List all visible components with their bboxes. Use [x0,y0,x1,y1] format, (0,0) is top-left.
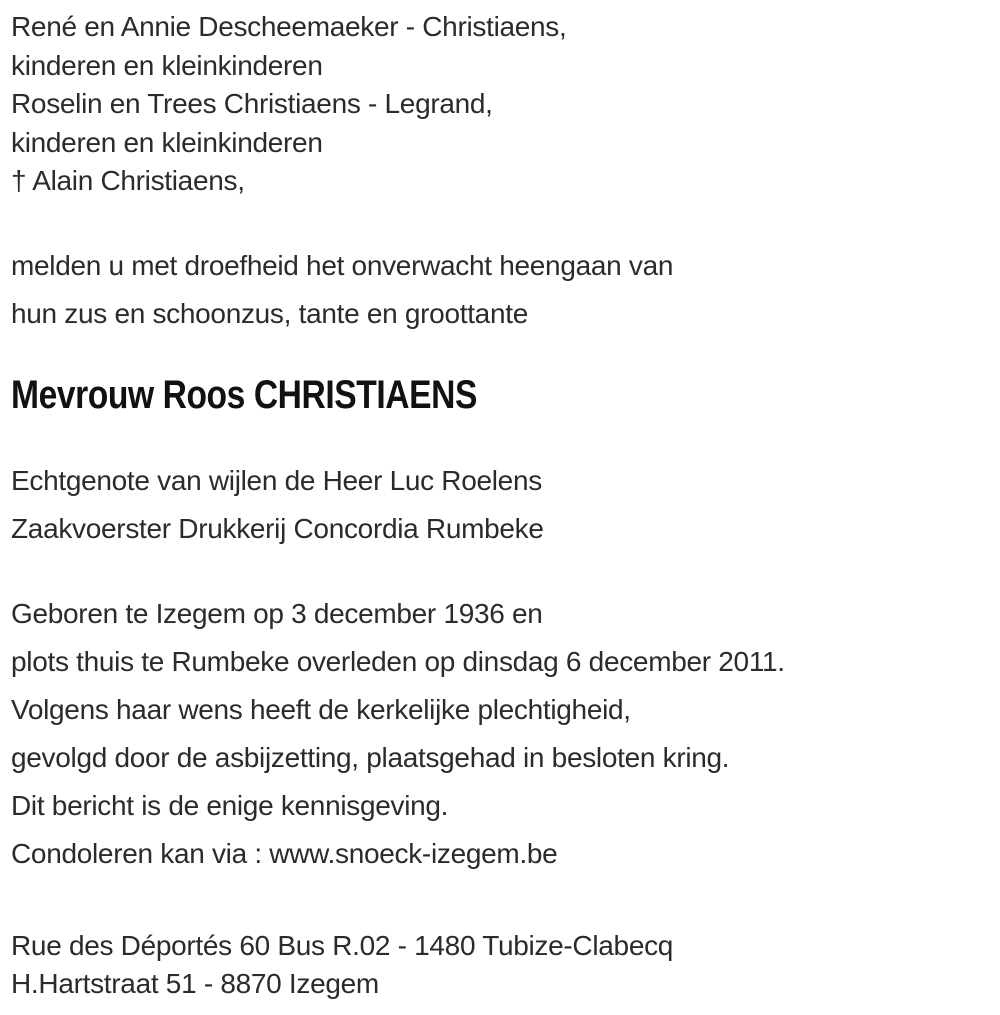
relations-block [11,457,980,553]
relation-line-occupation: Zaakvoerster Drukkerij Concordia Rumbeke [11,512,544,544]
addresses-block [11,927,980,1004]
detail-line-condolence-url: Condoleren kan via : www.snoeck-izegem.be [11,837,558,869]
family-block [11,8,980,201]
family-line-2: kinderen en kleinkinderen [11,49,323,81]
family-line-deceased-cross: † Alain Christiaens, [11,165,245,196]
announcement-block [11,242,980,338]
announcement-line-2: hun zus en schoonzus, tante en groottante [11,297,528,329]
detail-line-ceremony-2: gevolgd door de asbijzetting, plaatsgehad in besloten kring. [11,741,730,773]
detail-line-died: plots thuis te Rumbeke overleden op dinsdag 6 december 2011. [11,645,785,677]
announcement-line-1: melden u met droefheid het onverwacht heengaan van [11,249,674,281]
family-line-1: René en Annie Descheemaeker - Christiaens, [11,11,567,42]
deceased-name-heading: Mevrouw Roos CHRISTIAENS [11,372,477,417]
details-block [11,590,980,878]
family-line-3: Roselin en Trees Christiaens - Legrand, [11,88,493,119]
detail-line-born: Geboren te Izegem op 3 december 1936 en [11,597,543,629]
address-line-2: H.Hartstraat 51 - 8870 Izegem [11,968,379,999]
family-line-4: kinderen en kleinkinderen [11,126,323,158]
detail-line-notice: Dit bericht is de enige kennisgeving. [11,789,449,821]
detail-line-ceremony-1: Volgens haar wens heeft de kerkelijke plechtigheid, [11,693,631,725]
relation-line-spouse: Echtgenote van wijlen de Heer Luc Roelens [11,464,542,496]
address-line-1: Rue des Déportés 60 Bus R.02 - 1480 Tubize-Clabecq [11,929,674,961]
